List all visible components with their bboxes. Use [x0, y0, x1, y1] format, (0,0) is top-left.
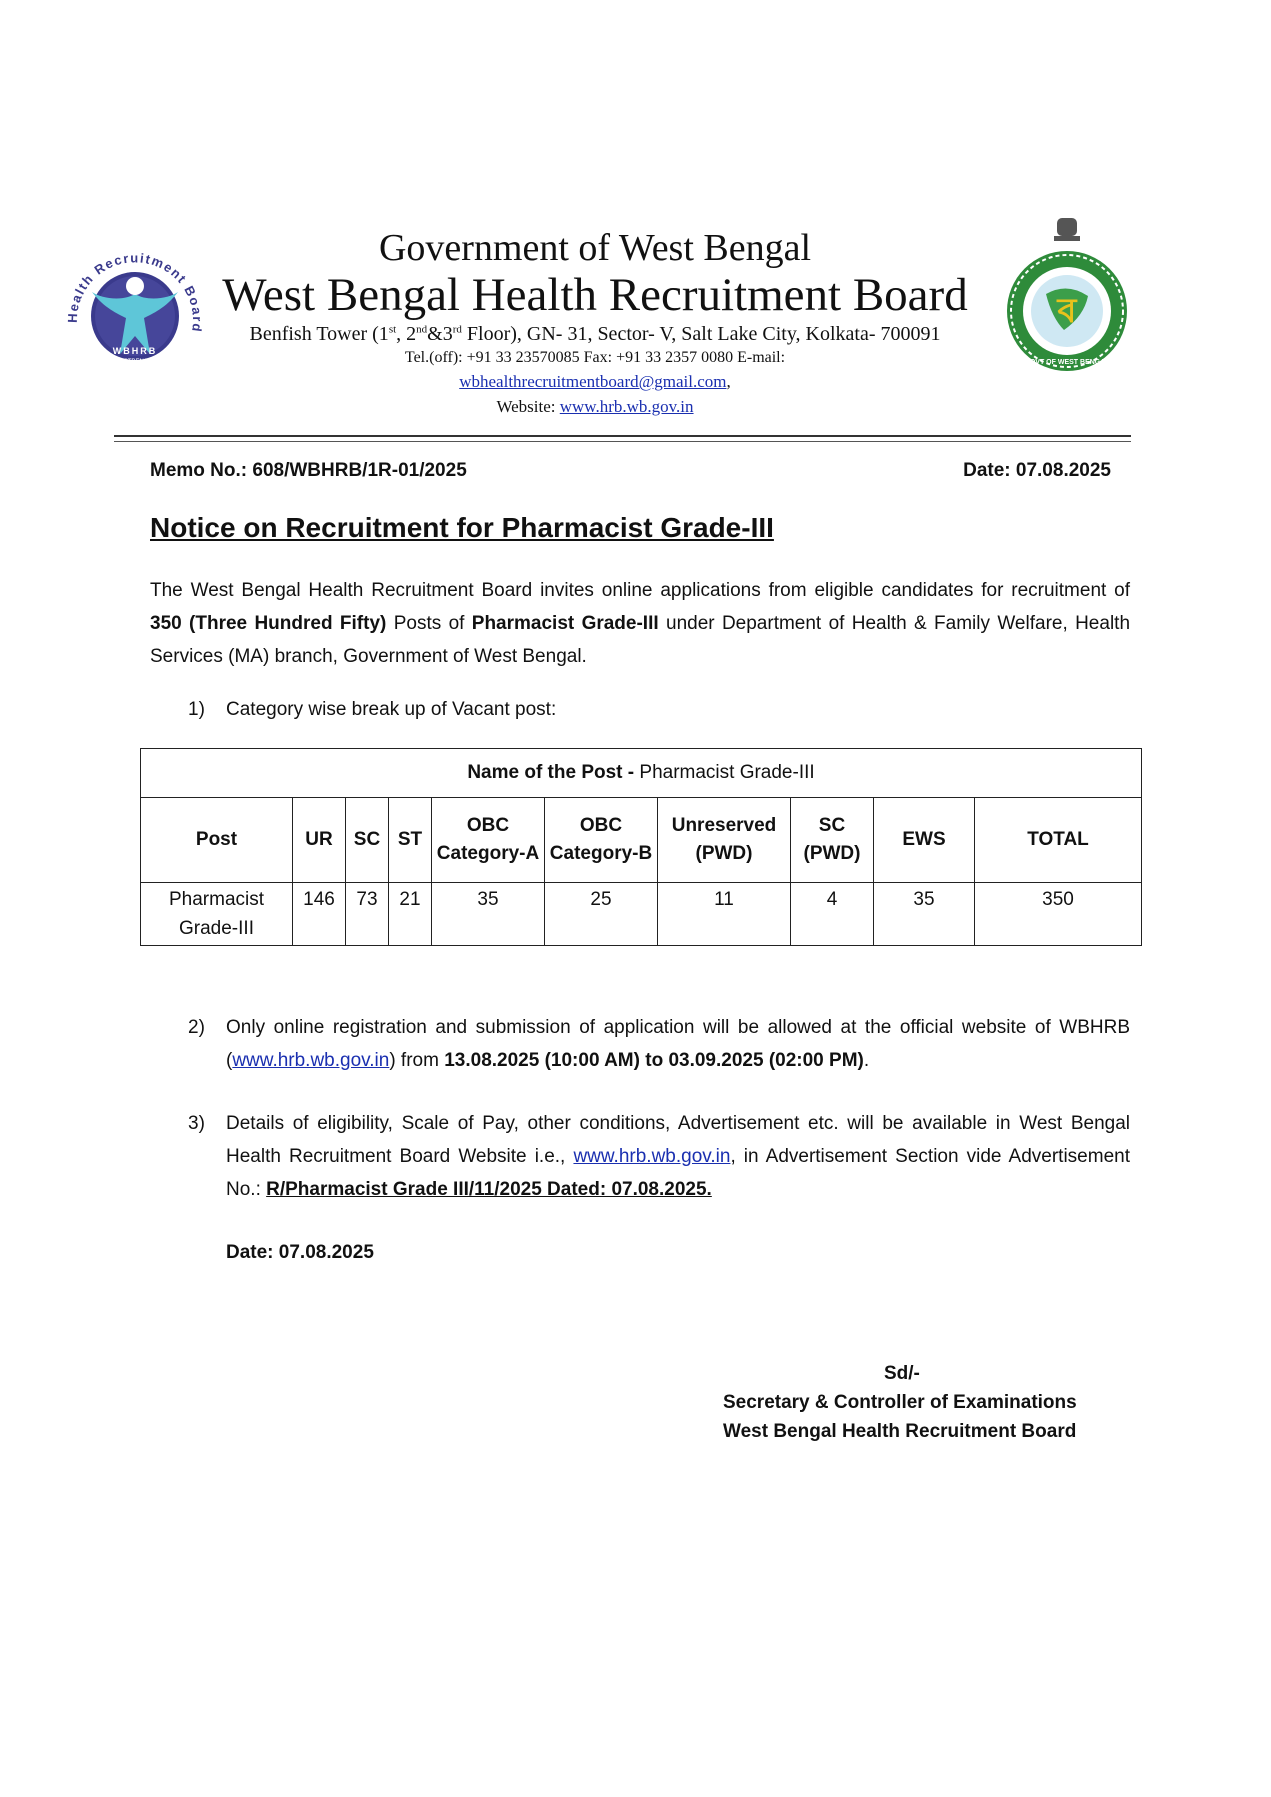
item-3-website-link[interactable]: www.hrb.wb.gov.in	[573, 1146, 731, 1167]
header-divider	[114, 435, 1131, 437]
header-divider-thin	[114, 441, 1131, 442]
item-1-text: Category wise break up of Vacant post:	[226, 699, 557, 720]
email-link[interactable]: wbhealthrecruitmentboard@gmail.com	[459, 372, 727, 391]
cell-total: 350	[975, 883, 1142, 946]
col-sc: SC	[346, 798, 389, 883]
item-2-number: 2)	[188, 1017, 205, 1038]
col-obc-a: OBC Category-A	[432, 798, 545, 883]
website-link[interactable]: www.hrb.wb.gov.in	[559, 397, 694, 416]
svg-text:ব: ব	[1057, 291, 1077, 331]
item-3-number: 3)	[188, 1113, 205, 1134]
cell-ur: 146	[293, 883, 346, 946]
col-ews: EWS	[874, 798, 975, 883]
cell-post: Pharmacist Grade-III	[141, 883, 293, 946]
notice-title: Notice on Recruitment for Pharmacist Grade-III	[150, 512, 774, 543]
col-st: ST	[389, 798, 432, 883]
table-caption: Name of the Post - Pharmacist Grade-III	[141, 749, 1142, 798]
table-row	[141, 883, 1142, 946]
item-1-number: 1)	[188, 699, 205, 720]
website-line: Website: www.hrb.wb.gov.in	[496, 397, 694, 416]
govt-west-bengal-emblem	[1002, 214, 1132, 374]
board-title: West Bengal Health Recruitment Board	[222, 269, 968, 321]
address: Benfish Tower (1st, 2nd&3rd Floor), GN- 31, Sector- V, Salt Lake City, Kolkata- 700091	[249, 323, 941, 345]
cell-st: 21	[389, 883, 432, 946]
col-ur: UR	[293, 798, 346, 883]
memo-number: Memo No.: 608/WBHRB/1R-01/2025	[150, 460, 467, 481]
memo-date: Date: 07.08.2025	[963, 460, 1111, 481]
footer-date: Date: 07.08.2025	[226, 1242, 374, 1263]
logo-state: WESTBENGAL	[114, 359, 156, 365]
col-obc-b: OBC Category-B	[545, 798, 658, 883]
advertisement-number: R/Pharmacist Grade III/11/2025 Dated: 07.08.2025.	[266, 1179, 712, 1200]
cell-ews: 35	[874, 883, 975, 946]
signatory-organisation: West Bengal Health Recruitment Board	[723, 1421, 1077, 1442]
cell-obc-b: 25	[545, 883, 658, 946]
signatory-designation: Secretary & Controller of Examinations	[723, 1392, 1077, 1413]
col-sc-pwd: SC (PWD)	[791, 798, 874, 883]
table-header-row	[141, 798, 1142, 883]
logo-abbr: WBHRB	[112, 346, 158, 356]
government-title: Government of West Bengal	[378, 227, 812, 269]
item-2-website-link[interactable]: www.hrb.wb.gov.in	[232, 1050, 390, 1071]
cell-sc: 73	[346, 883, 389, 946]
signatory-block	[723, 1388, 1077, 1446]
wbhrb-logo	[60, 236, 210, 376]
item-2-text: Only online registration and submission of application will be allowed at the official website of WBHRB (www.hrb.wb.gov.in) from 13.08.2025 (10:00 AM) to 03.09.2025 (02:00 PM).	[226, 1017, 1130, 1071]
signature-sd: Sd/-	[884, 1363, 920, 1384]
emblem-caption: GOVT OF WEST BENGAL	[1024, 359, 1110, 366]
col-unreserved-pwd: Unreserved (PWD)	[658, 798, 791, 883]
col-post: Post	[141, 798, 293, 883]
email-line: wbhealthrecruitmentboard@gmail.com,	[459, 372, 731, 391]
item-3-text: Details of eligibility, Scale of Pay, other conditions, Advertisement etc. will be available in West Bengal Health Recruitment Board Website i.e., www.hrb.wb.gov.in, in Advertisement Section vide Advertisement No.: R/Pharmacist Grade III/11/2025 Dated: 07.08.2025.	[226, 1113, 1130, 1200]
vacancy-table	[140, 748, 1142, 946]
cell-unreserved-pwd: 11	[658, 883, 791, 946]
cell-sc-pwd: 4	[791, 883, 874, 946]
contact-info: Tel.(off): +91 33 23570085 Fax: +91 33 2357 0080 E-mail:	[404, 349, 786, 366]
logo-arc-text: Health Recruitment Board	[64, 250, 206, 334]
cell-obc-a: 35	[432, 883, 545, 946]
notice-intro: The West Bengal Health Recruitment Board invites online applications from eligible candidates for recruitment of 350 (Three Hundred Fifty) Posts of Pharmacist Grade-III under Department of Health & Family Welfare, Health Services (MA) branch, Government of West Bengal.	[150, 580, 1131, 667]
col-total: TOTAL	[975, 798, 1142, 883]
